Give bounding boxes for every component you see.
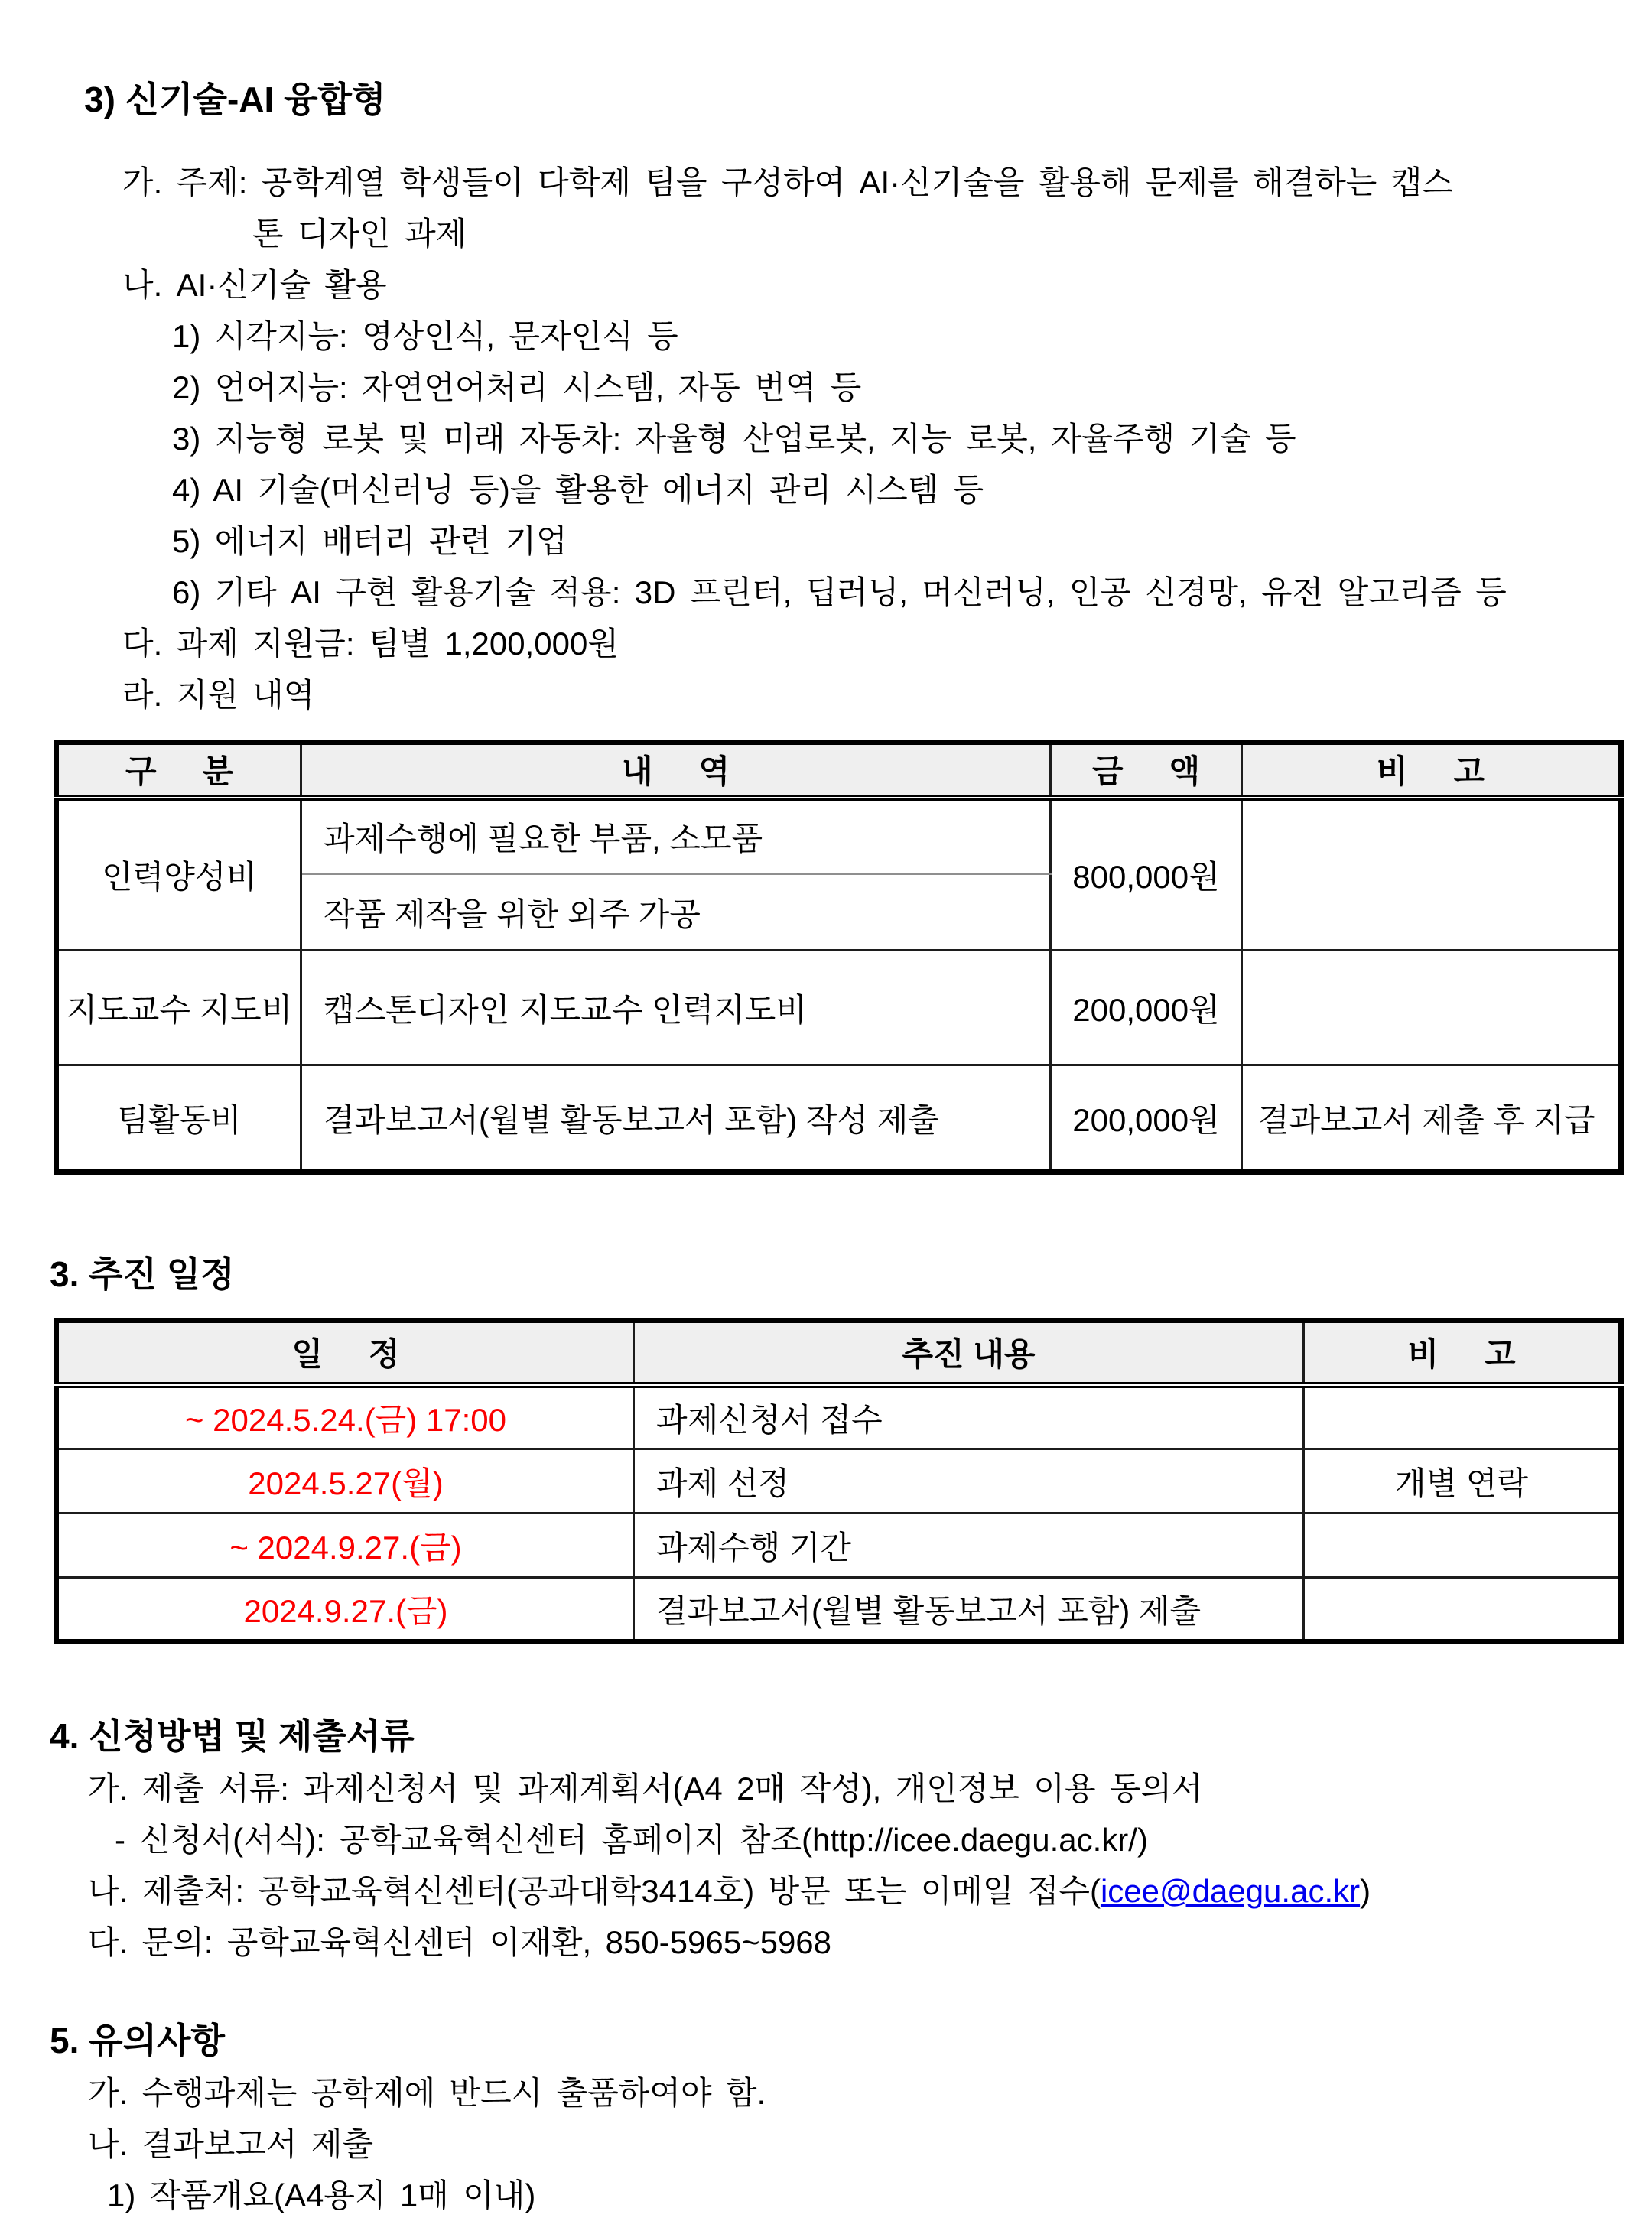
schedule-row-1: [57, 1385, 1621, 1449]
support-cell-category-2: 지도교수 지도비: [57, 951, 301, 1065]
usage-item-5: 5) 에너지 배터리 관련 기업: [172, 523, 567, 559]
support-cell-note-1: [1242, 798, 1621, 951]
schedule-cell-content-4: 결과보고서(월별 활동보고서 포함) 제출: [634, 1578, 1304, 1642]
apply-docs-line: 가. 제출 서류: 과제신청서 및 과제계획서(A4 2매 작성), 개인정보 이용 동의서: [88, 1771, 1203, 1806]
schedule-row-2: [57, 1449, 1621, 1514]
tech-section-heading: 3) 신기술-AI 융합형: [84, 80, 386, 119]
apply-submit-prefix: 나. 제출처: 공학교육혁신센터(공과대학3414호) 방문 또는 이메일 접수(: [88, 1873, 1101, 1909]
email-link[interactable]: icee@daegu.ac.kr: [1100, 1873, 1361, 1909]
grant-line: 다. 과제 지원금: 팀별 1,200,000원: [122, 626, 619, 662]
apply-contact-line: 다. 문의: 공학교육혁신센터 이재환, 850-5965~5968: [88, 1924, 832, 1960]
usage-item-2: 2) 언어지능: 자연언어처리 시스템, 자동 번역 등: [172, 369, 862, 405]
schedule-cell-date-2: 2024.5.27(월): [57, 1449, 634, 1514]
usage-item-1: 1) 시각지능: 영상인식, 문자인식 등: [172, 318, 678, 354]
schedule-header-date: 일 정: [57, 1321, 634, 1385]
support-cell-amount-2: 200,000원: [1051, 951, 1242, 1065]
schedule-cell-content-3: 과제수행 기간: [634, 1514, 1304, 1578]
support-row-2: [57, 951, 1621, 1065]
notes-section: [0, 2014, 1652, 2221]
notes-section-heading: 5. 유의사항: [50, 2021, 225, 2060]
schedule-header-note: 비 고: [1304, 1321, 1621, 1385]
support-header-note: 비 고: [1242, 743, 1621, 798]
apply-submit-line: [88, 1865, 1652, 1917]
apply-section: [0, 1709, 1652, 1968]
schedule-header-content: 추진 내용: [634, 1321, 1304, 1385]
usage-item-3: 3) 지능형 로봇 및 미래 자동차: 자율형 산업로봇, 지능 로봇, 자율주행 기술 등: [172, 421, 1296, 457]
support-header-row: [57, 743, 1621, 798]
usage-heading-line: 나. AI·신기술 활용: [122, 267, 387, 303]
support-cell-detail-1a: 과제수행에 필요한 부품, 소모품: [301, 798, 1051, 874]
support-cell-detail-3: 결과보고서(월별 활동보고서 포함) 작성 제출: [301, 1065, 1051, 1172]
schedule-cell-content-2: 과제 선정: [634, 1449, 1304, 1514]
topic-line-1: 가. 주제: 공학계열 학생들이 다학제 팀을 구성하여 AI·신기술을 활용해 문제를 해결하는 캡스: [122, 164, 1453, 200]
support-header-category: 구 분: [57, 743, 301, 798]
support-cell-note-2: [1242, 951, 1621, 1065]
topic-line-2: 톤 디자인 과제: [252, 216, 467, 252]
support-row-3: [57, 1065, 1621, 1172]
support-cell-category-1: 인력양성비: [57, 798, 301, 951]
support-cell-note-3: 결과보고서 제출 후 지급: [1242, 1065, 1621, 1172]
schedule-header-row: [57, 1321, 1621, 1385]
support-cell-amount-3: 200,000원: [1051, 1065, 1242, 1172]
schedule-cell-date-4: 2024.9.27.(금): [57, 1578, 634, 1642]
schedule-cell-date-1: ~ 2024.5.24.(금) 17:00: [57, 1385, 634, 1449]
apply-submit-suffix: ): [1360, 1873, 1371, 1909]
support-line: 라. 지원 내역: [122, 677, 315, 713]
schedule-cell-date-3: ~ 2024.9.27.(금): [57, 1514, 634, 1578]
apply-form-line: - 신청서(서식): 공학교육혁신센터 홈페이지 참조(http://icee.daegu.ac.kr/): [115, 1822, 1148, 1858]
schedule-section: [0, 1247, 1652, 1644]
support-header-amount: 금 액: [1051, 743, 1242, 798]
usage-item-6: 6) 기타 AI 구현 활용기술 적용: 3D 프린터, 딥러닝, 머신러닝, 인공 신경망, 유전 알고리즘 등: [172, 574, 1507, 610]
support-cell-detail-1b: 작품 제작을 위한 외주 가공: [301, 874, 1051, 951]
schedule-cell-note-3: [1304, 1514, 1621, 1578]
support-cell-amount-1: 800,000원: [1051, 798, 1242, 951]
schedule-row-3: [57, 1514, 1621, 1578]
notes-line-ga: 가. 수행과제는 공학제에 반드시 출품하여야 함.: [88, 2075, 766, 2111]
schedule-cell-note-2: 개별 연락: [1304, 1449, 1621, 1514]
support-cell-detail-2: 캡스톤디자인 지도교수 인력지도비: [301, 951, 1051, 1065]
support-header-detail: 내 역: [301, 743, 1051, 798]
schedule-cell-note-1: [1304, 1385, 1621, 1449]
notes-line-sub: 1) 작품개요(A4용지 1매 이내): [107, 2177, 536, 2213]
apply-section-heading: 4. 신청방법 및 제출서류: [50, 1716, 415, 1756]
schedule-cell-content-1: 과제신청서 접수: [634, 1385, 1304, 1449]
support-cell-category-3: 팀활동비: [57, 1065, 301, 1172]
schedule-row-4: [57, 1578, 1621, 1642]
support-table: [54, 740, 1624, 1175]
schedule-cell-note-4: [1304, 1578, 1621, 1642]
support-row-1a: [57, 798, 1621, 874]
tech-section: [0, 73, 1652, 1175]
usage-item-4: 4) AI 기술(머신러닝 등)을 활용한 에너지 관리 시스템 등: [172, 472, 984, 508]
schedule-table: [54, 1318, 1624, 1644]
schedule-section-heading: 3. 추진 일정: [50, 1254, 235, 1294]
notes-line-na: 나. 결과보고서 제출: [88, 2126, 374, 2162]
